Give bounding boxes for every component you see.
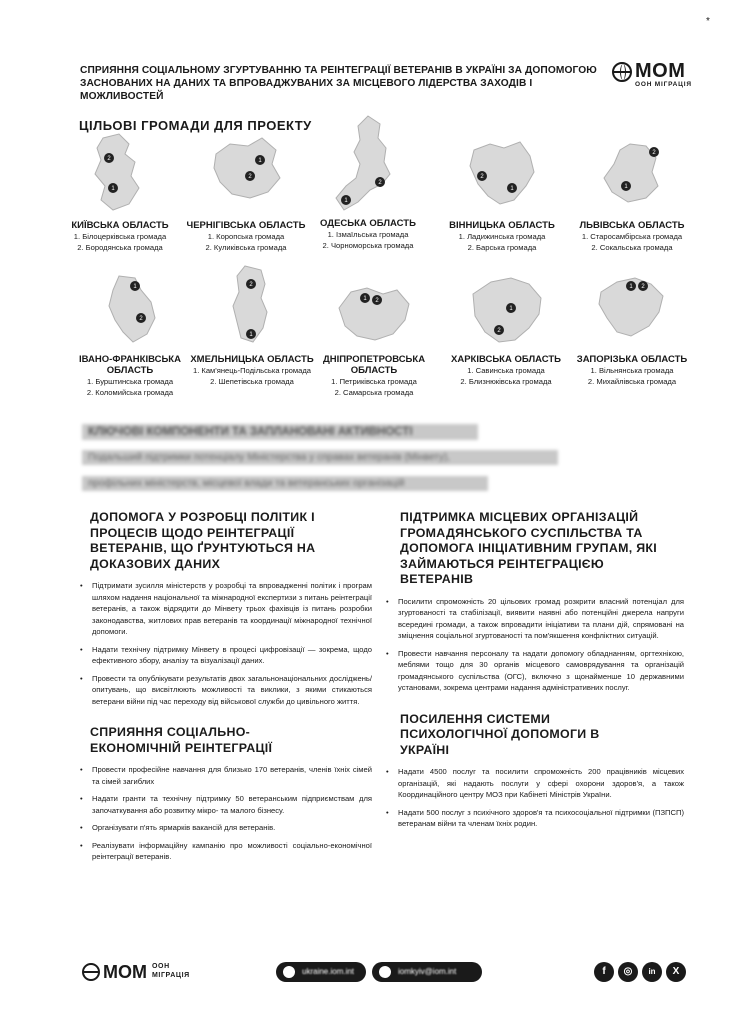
- footer-logo: [82, 960, 212, 986]
- svg-text:1: 1: [624, 184, 628, 190]
- region-name: ЧЕРНІГІВСЬКА ОБЛАСТЬ: [186, 220, 306, 231]
- list-item: • Надати гранти та технічну підтримку 50 ветеранським підприємствам для започаткування або розвитку мікро- та малого бізнесу.: [80, 793, 372, 816]
- footer-logo-subtitle: [152, 963, 190, 980]
- region-kyiv: [58, 130, 182, 253]
- community-1: 1. Коропська громада: [207, 232, 285, 241]
- region-map: [570, 270, 694, 348]
- footer-logo-text: МОМ: [103, 962, 147, 982]
- linkedin-icon[interactable]: in: [642, 962, 662, 982]
- region-khmelnytskyi: [190, 262, 314, 387]
- community-2: 2. Куликівська громада: [205, 243, 287, 252]
- svg-text:2: 2: [480, 174, 484, 180]
- community-1: 1. Кам'янець-Подільська громада: [192, 366, 312, 375]
- region-map: [58, 130, 182, 214]
- svg-text:2: 2: [652, 150, 656, 156]
- region-ivano-frankivsk: [68, 268, 192, 398]
- footer-logo-sub1: ООН: [152, 963, 170, 970]
- community-2: 2. Михайлівська громада: [587, 377, 677, 386]
- region-name: ДНІПРОПЕТРОВСЬКА ОБЛАСТЬ: [322, 354, 426, 376]
- region-name: ЗАПОРІЗЬКА ОБЛАСТЬ: [576, 354, 688, 365]
- target-communities-title: ЦІЛЬОВІ ГРОМАДИ ДЛЯ ПРОЕКТУ: [79, 118, 312, 133]
- svg-text:2: 2: [378, 180, 382, 186]
- svg-text:2: 2: [139, 316, 143, 322]
- region-name: ОДЕСЬКА ОБЛАСТЬ: [320, 218, 416, 229]
- instagram-icon[interactable]: ◎: [618, 962, 638, 982]
- svg-text:2: 2: [248, 174, 252, 180]
- section-heading: ДОПОМОГА У РОЗРОБЦІ ПОЛІТИК І ПРОЦЕСІВ ЩОДО РЕІНТЕГРАЦІЇ ВЕТЕРАНІВ, ЩО ҐРУНТУЮТЬСЯ НА ДОКАЗОВИХ ДАНИХ: [90, 510, 316, 571]
- logo-text: МОМ: [635, 60, 686, 82]
- svg-text:1: 1: [363, 296, 367, 302]
- website-link[interactable]: [276, 962, 366, 982]
- region-map: [306, 112, 430, 214]
- list-item: • Підтримати зусилля міністерств у розробці та впровадженні політик і програм шляхом надання національної та міжнародної експертизи з питань реінтеграції ветеранів, а також відрядити до Мінвету трьох фахівців із питань розробки законодавства, житлових прав ветеранів та координації міжнародної технічної допомоги.: [80, 580, 372, 638]
- bullet-list: [80, 764, 372, 863]
- header-title: СПРИЯННЯ СОЦІАЛЬНОМУ ЗГУРТУВАННЮ ТА РЕІНТЕГРАЦІЇ ВЕТЕРАНІВ В УКРАЇНІ ЗА ДОПОМОГОЮ ЗАСНОВАНИХ НА ДАНИХ ТА ВПРОВАДЖУВАНИХ ЗА МІСЦЕВОГО ЛІДЕРСТВА ЗАХОДІВ І МОЖЛИВОСТЕЙ: [80, 65, 597, 102]
- mail-icon: [379, 966, 391, 978]
- svg-text:1: 1: [249, 332, 253, 338]
- region-vinnytsia: [440, 130, 564, 253]
- community-1: 1. Ладижинська громада: [458, 232, 546, 241]
- region-map: [184, 130, 308, 214]
- iom-logo: [612, 60, 692, 90]
- community-2: 2. Чорноморська громада: [322, 241, 414, 250]
- section-heading: ПОСИЛЕННЯ СИСТЕМИ ПСИХОЛОГІЧНОЇ ДОПОМОГИ В УКРАЇНІ: [400, 711, 600, 757]
- region-name: КИЇВСЬКА ОБЛАСТЬ: [71, 220, 169, 231]
- right-column: [386, 510, 684, 836]
- svg-text:2: 2: [107, 156, 111, 162]
- community-2: 2. Сокальська громада: [591, 243, 673, 252]
- region-map: [440, 130, 564, 214]
- list-item: • Реалізувати інформаційну кампанію про можливості соціально-економічної реінтеграції ветеранів.: [80, 840, 372, 863]
- svg-text:1: 1: [111, 186, 115, 192]
- blurred-line: профільних міністерств, місцевої влади та ветеранських організацій: [82, 476, 488, 491]
- blurred-heading: КЛЮЧОВІ КОМПОНЕНТИ ТА ЗАПЛАНОВАНІ АКТИВНОСТІ: [82, 424, 478, 440]
- list-item: • Надати 4500 послуг та посилити спроможність 200 працівників місцевих організацій, які надають послуги у сфері охорони здоров'я, а також Координаційного центру МОЗ при Кабінеті Міністрів України.: [386, 766, 684, 801]
- svg-text:1: 1: [344, 198, 348, 204]
- region-name: ІВАНО-ФРАНКІВСЬКА ОБЛАСТЬ: [79, 354, 181, 376]
- region-map: [190, 262, 314, 348]
- region-kharkiv: [444, 268, 568, 387]
- region-map: [312, 278, 436, 348]
- community-2: 2. Близнюківська громада: [460, 377, 552, 386]
- svg-text:1: 1: [510, 186, 514, 192]
- list-item: • Провести професійне навчання для близько 170 ветеранів, членів їхніх сімей та сімей загиблих: [80, 764, 372, 787]
- region-chernihiv: [184, 130, 308, 253]
- community-1: 1. Старосамбірська громада: [581, 232, 683, 241]
- logo-subtitle: ООН МІГРАЦІЯ: [635, 81, 692, 88]
- region-zaporizhzhia: [570, 270, 694, 387]
- region-lviv: [570, 130, 694, 253]
- community-1: 1. Ізмаїльська громада: [327, 230, 409, 239]
- svg-text:2: 2: [375, 298, 379, 304]
- community-2: 2. Коломийська громада: [86, 388, 174, 397]
- globe-icon: [612, 62, 632, 82]
- svg-text:2: 2: [249, 282, 253, 288]
- community-2: 2. Бородянська громада: [77, 243, 163, 252]
- section-heading: СПРИЯННЯ СОЦІАЛЬНО-ЕКОНОМІЧНІЙ РЕІНТЕГРАЦІЇ: [90, 725, 273, 755]
- svg-text:1: 1: [258, 158, 262, 164]
- svg-text:1: 1: [509, 306, 513, 312]
- community-1: 1. Савинська громада: [467, 366, 545, 375]
- globe-icon: [82, 963, 100, 981]
- community-1: 1. Петриківська громада: [331, 377, 417, 386]
- region-dnipropetrovsk: [312, 278, 436, 398]
- region-map: [444, 268, 568, 348]
- community-2: 2. Шепетівська громада: [210, 377, 294, 386]
- community-1: 1. Білоцерківська громада: [73, 232, 167, 241]
- home-icon: [283, 966, 295, 978]
- region-name: ЛЬВІВСЬКА ОБЛАСТЬ: [579, 220, 685, 231]
- facebook-icon[interactable]: f: [594, 962, 614, 982]
- list-item: • Провести та опублікувати результатів двох загальнонаціональних досліджень/опитувань, що висвітлюють можливості та виклики, з якими стикаються ветерани війни під час переходу від військової служби до цивільного життя.: [80, 673, 372, 708]
- email-link[interactable]: [372, 962, 482, 982]
- svg-text:1: 1: [629, 284, 633, 290]
- bullet-list: [386, 596, 684, 694]
- left-column: [80, 510, 372, 869]
- list-item: • Надати технічну підтримку Мінвету в процесі цифровізації — зокрема, щодо ефективного збору, аналізу та візуалізації даних.: [80, 644, 372, 667]
- svg-text:2: 2: [641, 284, 645, 290]
- list-item: • Провести навчання персоналу та надати допомогу обладнанням, оргтехнікою, меблями тощо для 30 органів місцевого самоврядування та організацій громадянського суспільства (ОГС), включно з щонайменше 10 державними установами, зокрема центрами надання адміністративних послуг.: [386, 648, 684, 694]
- community-2: 2. Барська громада: [467, 243, 537, 252]
- svg-text:2: 2: [497, 328, 501, 334]
- email-text: iomkyiv@iom.int: [398, 967, 457, 976]
- community-1: 1. Вільнянська громада: [590, 366, 674, 375]
- blurred-line: Подальший підтримки потенціалу Міністерства у справах ветеранів (Мінвету),: [82, 450, 558, 465]
- region-name: ХМЕЛЬНИЦЬКА ОБЛАСТЬ: [190, 354, 314, 365]
- website-text: ukraine.iom.int: [302, 967, 355, 976]
- region-map: [570, 130, 694, 214]
- svg-text:1: 1: [133, 284, 137, 290]
- community-1: 1. Бурштинська громада: [86, 377, 174, 386]
- community-2: 2. Самарська громада: [334, 388, 414, 397]
- list-item: • Надати 500 послуг з психічного здоров'я та психосоціальної підтримки (ПЗПСП) ветеранам війни та членам їхніх родин.: [386, 807, 684, 830]
- region-name: ВІННИЦЬКА ОБЛАСТЬ: [449, 220, 555, 231]
- corner-mark: *: [706, 16, 710, 27]
- section-heading: ПІДТРИМКА МІСЦЕВИХ ОРГАНІЗАЦІЙ ГРОМАДЯНСЬКОГО СУСПІЛЬСТВА ТА ДОПОМОГА ІНІЦІАТИВНИМ ГРУПАМ, ЯКІ ЗАЙМАЮТЬСЯ РЕІНТЕГРАЦІЄЮ ВЕТЕРАНІВ: [400, 510, 658, 586]
- footer-logo-sub2: МІГРАЦІЯ: [152, 971, 190, 979]
- region-name: ХАРКІВСЬКА ОБЛАСТЬ: [451, 354, 561, 365]
- bullet-list: [80, 580, 372, 707]
- list-item: • Посилити спроможність 20 цільових громад розкрити власний потенціал для згуртованості та стабілізації, виявити наявні або потенційні джерела напруги всередині громади, а також впровадити ініціативи та плани дій, спрямовані на зміцнення соціальної згуртованості та пом'якшення конфліктних ситуацій.: [386, 596, 684, 642]
- region-map: [68, 268, 192, 348]
- region-odesa: [306, 112, 430, 251]
- list-item: • Організувати п'ять ярмарків вакансій для ветеранів.: [80, 822, 372, 834]
- bullet-list: [386, 766, 684, 830]
- x-icon[interactable]: X: [666, 962, 686, 982]
